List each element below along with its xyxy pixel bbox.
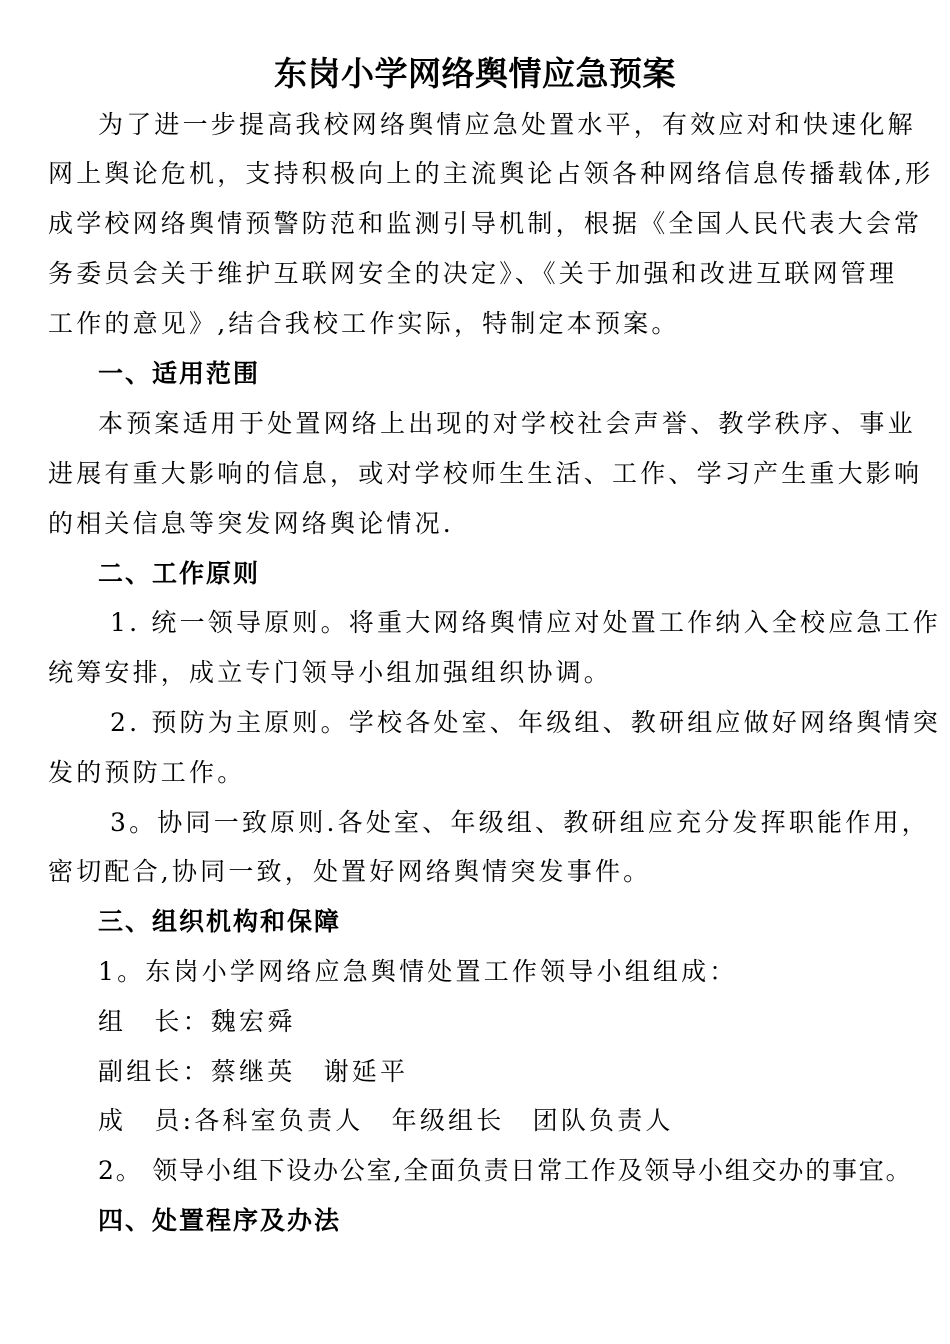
- section-1-heading: 一、适用范围: [98, 359, 261, 388]
- section-2-line-5: 3。协同一致原则.各处室、年级组、教研组应充分发挥职能作用，: [110, 808, 930, 837]
- section-2-line-1: 1. 统一领导原则。将重大网络舆情应对处置工作纳入全校应急工作: [110, 608, 942, 637]
- intro-line-5: 工作的意见》,结合我校工作实际，特制定本预案。: [48, 309, 680, 338]
- section-3-line-1: 1。东岗小学网络应急舆情处置工作领导小组组成：: [98, 957, 738, 986]
- section-3-line-4: 成 员:各科室负责人 年级组长 团队负责人: [98, 1106, 674, 1135]
- section-1-line-2: 进展有重大影响的信息，或对学校师生生活、工作、学习产生重大影响: [48, 459, 923, 488]
- section-3-line-3: 副组长：蔡继英 谢延平: [98, 1057, 409, 1086]
- section-1-line-1: 本预案适用于处置网络上出现的对学校社会声誉、教学秩序、事业: [98, 409, 916, 438]
- section-2-heading: 二、工作原则: [98, 559, 261, 588]
- section-2-line-6: 密切配合,协同一致，处置好网络舆情突发事件。: [48, 857, 652, 886]
- section-3-heading: 三、组织机构和保障: [98, 907, 342, 936]
- intro-line-3: 成学校网络舆情预警防范和监测引导机制，根据《全国人民代表大会常: [48, 209, 923, 238]
- section-2-line-4: 发的预防工作。: [48, 758, 246, 787]
- section-4-heading: 四、处置程序及办法: [98, 1206, 342, 1235]
- document-title: 东岗小学网络舆情应急预案: [274, 54, 676, 93]
- intro-line-4: 务委员会关于维护互联网安全的决定》、《关于加强和改进互联网管理: [48, 259, 898, 288]
- section-3-line-5: 2。 领导小组下设办公室,全面负责日常工作及领导小组交办的事宜。: [98, 1156, 913, 1185]
- intro-line-2: 网上舆论危机，支持积极向上的主流舆论占领各种网络信息传播载体,形: [48, 159, 934, 188]
- intro-line-1: 为了进一步提高我校网络舆情应急处置水平，有效应对和快速化解: [98, 110, 916, 139]
- section-3-line-2: 组 长：魏宏舜: [98, 1007, 296, 1036]
- section-1-line-3: 的相关信息等突发网络舆论情况.: [48, 509, 454, 538]
- section-2-line-2: 统筹安排，成立专门领导小组加强组织协调。: [48, 658, 613, 687]
- section-2-line-3: 2. 预防为主原则。学校各处室、年级组、教研组应做好网络舆情突: [110, 708, 942, 737]
